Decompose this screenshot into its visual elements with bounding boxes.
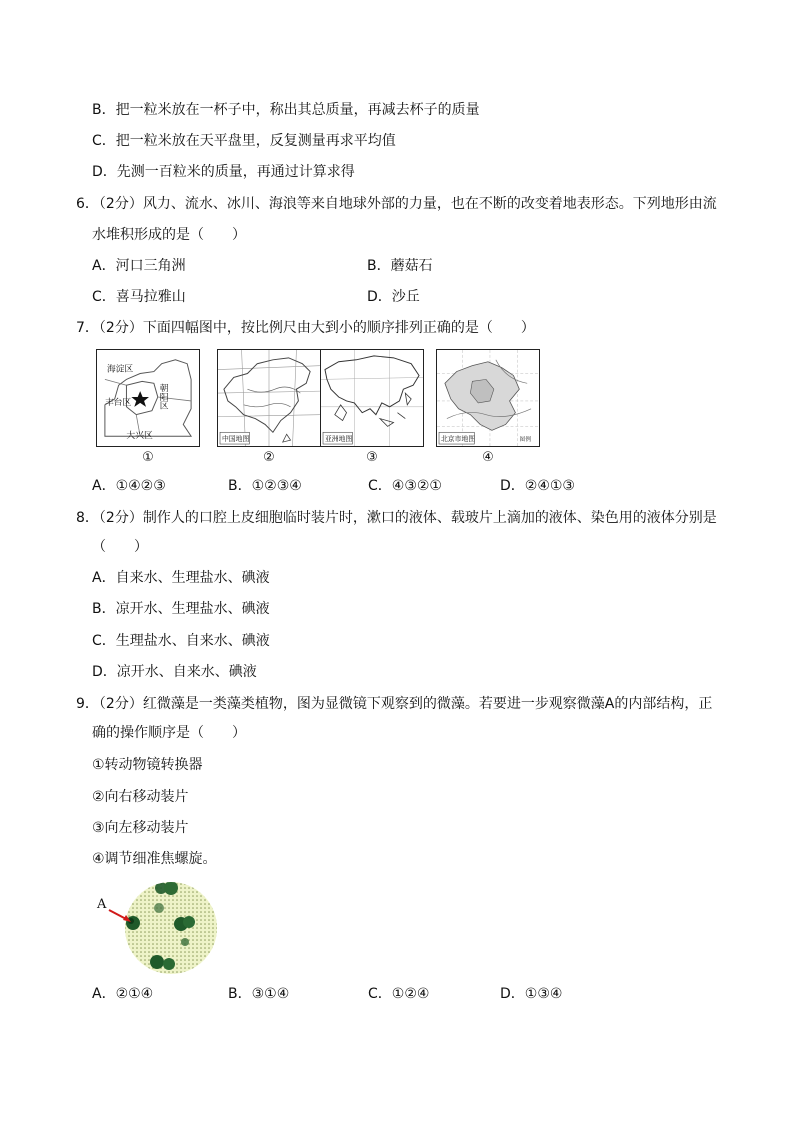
microscope-figure [95, 878, 225, 978]
map-4-beijing [436, 349, 540, 447]
q9-stem-line2: 确的操作顺序是（ ） [92, 725, 246, 741]
q6-stem-line1: 6．（2分）风力、流水、冰川、海浪等来自地球外部的力量，也在不断的改变着地表形态。下列地形由流 [76, 196, 717, 212]
figure-label-a: A [97, 897, 107, 912]
q5-option-d: D．先测一百粒米的质量，再通过计算求得 [92, 164, 355, 180]
map2-caption: 中国地图 [221, 435, 250, 444]
q8-stem-line2: （ ） [92, 539, 148, 555]
q6-option-b: B．蘑菇石 [367, 258, 433, 274]
q6-option-a: A．河口三角洲 [92, 258, 186, 274]
map-4-number: ④ [482, 450, 494, 465]
q9-step-3: ③向左移动装片 [92, 820, 189, 836]
map1-label-chaoyang: 朝阳区 [157, 383, 168, 410]
map3-caption: 亚洲地图 [324, 435, 353, 444]
q9-option-c: C．①②④ [368, 986, 430, 1002]
q9-option-b: B．③①④ [228, 986, 290, 1002]
map4-caption: 北京市地图 [440, 435, 476, 444]
map4-corner-label: 图例 [519, 437, 532, 444]
q9-step-1: ①转动物镜转换器 [92, 757, 203, 773]
q7-option-a: A．①④②③ [92, 478, 166, 494]
map-2-number: ② [263, 450, 275, 465]
map1-label-fengtai: 丰台区 [104, 397, 132, 408]
q8-option-d: D．凉开水、自来水、碘液 [92, 664, 257, 680]
q8-option-a: A．自来水、生理盐水、碘液 [92, 570, 270, 586]
map1-label-haidian: 海淀区 [106, 364, 134, 375]
q7-option-b: B．①②③④ [228, 478, 302, 494]
q6-stem-line2: 水堆积形成的是（ ） [92, 227, 246, 243]
map-2-china [217, 349, 321, 447]
map-1-number: ① [142, 450, 154, 465]
capital-star-icon [131, 391, 149, 407]
q6-option-c: C．喜马拉雅山 [92, 289, 186, 305]
q9-step-4: ④调节细准焦螺旋。 [92, 851, 217, 867]
q7-stem: 7．（2分）下面四幅图中，按比例尺由大到小的顺序排列正确的是（ ） [76, 320, 535, 336]
map-3-asia [320, 349, 424, 447]
q8-option-c: C．生理盐水、自来水、碘液 [92, 633, 270, 649]
map1-label-daxing: 大兴区 [126, 431, 153, 442]
q5-option-b: B．把一粒米放在一杯子中，称出其总质量，再减去杯子的质量 [92, 102, 480, 118]
q9-stem-line1: 9．（2分）红微藻是一类藻类植物，图为显微镜下观察到的微藻。若要进一步观察微藻A的内部结构，正 [76, 696, 713, 712]
q7-option-d: D．②④①③ [500, 478, 575, 494]
q9-step-2: ②向右移动装片 [92, 789, 189, 805]
q9-option-a: A．②①④ [92, 986, 154, 1002]
map-1-district [96, 349, 200, 447]
q6-option-d: D．沙丘 [367, 289, 420, 305]
map-3-number: ③ [366, 450, 378, 465]
q9-option-d: D．①③④ [500, 986, 563, 1002]
q8-stem-line1: 8．（2分）制作人的口腔上皮细胞临时装片时，漱口的液体、载玻片上滴加的液体、染色用的液体分别是 [76, 510, 717, 526]
q5-option-c: C．把一粒米放在天平盘里，反复测量再求平均值 [92, 133, 396, 149]
q7-option-c: C．④③②① [368, 478, 442, 494]
q8-option-b: B．凉开水、生理盐水、碘液 [92, 601, 270, 617]
